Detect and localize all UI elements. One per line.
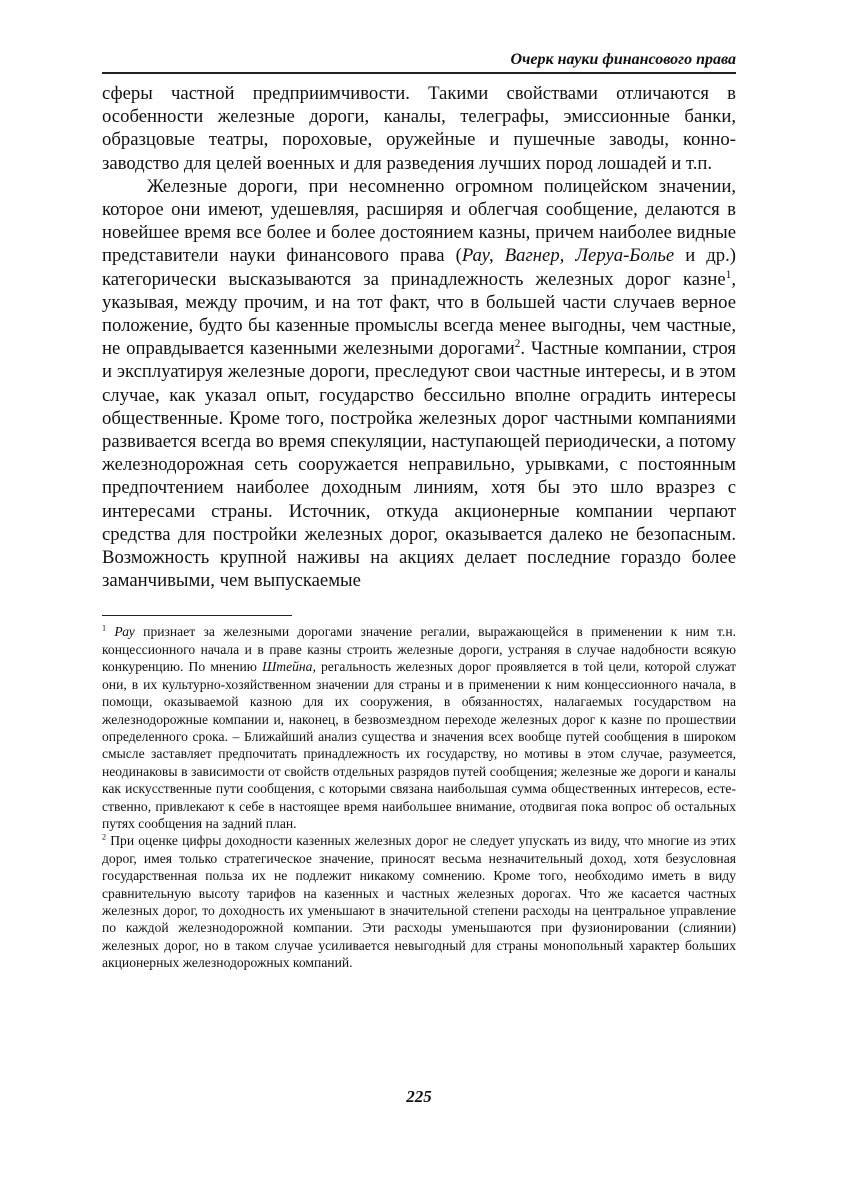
footnote-1-author-rau: Рау (114, 624, 135, 640)
footnote-1-author-stein: Штейна, (262, 659, 316, 675)
paragraph-2-part-b: и др.) категорически высказываются за принадлежность железных дорог казне (102, 245, 737, 290)
paragraph-2-part-a: Железные дороги, при несомненно огромном полицейском значении, которое они имеют, удешевляя, расширяя и облегчая сообщение, делаются в новейшее время все более и более достоянием казны, причем наиболее видные представители науки финансового права ( (102, 175, 736, 267)
footnote-ref-2[interactable]: 2 (514, 338, 521, 350)
footnote-separator (102, 615, 292, 616)
cited-authors: Рау, Вагнер, Леруа-Болье (461, 245, 675, 267)
running-header-title: Очерк науки финансового права (510, 51, 736, 68)
paragraph-1: сферы частной предприимчивости. Такими свойствами отличаются в особенности железные дороги, каналы, телеграфы, эмиссионные банки, образцовые театры, пороховые, оружейные и пушечные заводы, коннозаводство для целей военных и для разведения лучших пород лошадей и т.п. (102, 83, 736, 174)
footnote-1 (102, 623, 736, 832)
footnotes (102, 623, 736, 971)
paragraph-2-part-d: . Частные компании, строя и эксплуатируя железные дороги, преследуют свои частные интересы, и в этом случае, как указал опыт, государство бессильно вполне оградить интересы общественные. Кроме того, постройка железных дорог частными компаниями развивается всегда во время спекуляции, наступающей периодически, а потому железнодорожная сеть сооружается неправильно, урывками, с постоянным предпочтением наиболее доходным линиям, хотя бы это шло вразрез с интересами страны. Источник, откуда акционерные компании черпают средства для постройки железных дорог, оказывается далеко не безопасным. Возможность крупной наживы на акциях делает последние гораздо более заманчивыми, чем выпускаемые (102, 338, 736, 592)
paragraph-2 (102, 175, 736, 593)
footnote-2-number: 2 (102, 832, 107, 842)
footnote-ref-1[interactable]: 1 (725, 268, 732, 281)
footnote-1-number: 1 (102, 623, 107, 633)
footnote-1-text-b: регальность железных дорог проявляется в той цели, которой служат они, в их культурно-хозяйственном значении для страны и в применении к ним концессионного начала, в помощи, оказываемой казною для их сооружения, в обязанностях, налагаемых государством на железнодорожные компании и, наконец, в безвозмездном переходе железных дорог к казне по прошествии определенного срока. – Ближайший анализ существа и значения всех вообще путей сообщения в широком смысле заставляет предпочитать принадлежность их государству, но мотивы в этом случае, разумеется, неодинаковы в зависимости от свойств отдельных разрядов путей сообщения; железные же дороги и каналы как искусственные пути сообщения, с которыми связана наибольшая сумма общественных интересов, естественно, привлекают к себе в настоящее время наибольшее внимание, отодвигая пока вопрос об остальных путях сообщения на задний план. (102, 659, 737, 831)
footnote-2 (102, 832, 736, 971)
book-page (102, 40, 736, 972)
paragraph-2-part-c: , указывая, между прочим, и на тот факт, что в большей части случаев верное положение, будто бы казенные промыслы всегда менее выгодны, чем частные, не оправдывается казенными железными дорогами (102, 268, 736, 360)
footnote-2-text: При оценке цифры доходности казенных железных дорог не следует упускать из виду, что многие из этих дорог, имея только стратегическое значение, приносят весьма незначительный доход, хотя безусловная государственная польза их не подлежит никакому сомнению. Кроме того, необходимо иметь в виду сравнительную высоту тарифов на казенных и частных железных дорогах. Что же касается частных железных дорог, то доходность их уменьшают в значительной степени расходы на центральное управление по каждой железнодорожной компании. Эти расходы уменьшаются при фузионировании (слиянии) железных дорог, но в таком случае усиливается невыгодный для страны монопольный характер больших акционерных железнодорожных компаний. (102, 833, 736, 971)
footnote-1-text-a: признает за железными дорогами значение регалии, выражающейся в применении к ним т.н. концессионного начала и в праве казны строить железные дороги, устраняя в случае надобности всякую конкуренцию. По мнению (102, 624, 736, 675)
page-number: 225 (406, 1087, 432, 1106)
running-header (102, 40, 736, 74)
main-text (102, 82, 736, 592)
